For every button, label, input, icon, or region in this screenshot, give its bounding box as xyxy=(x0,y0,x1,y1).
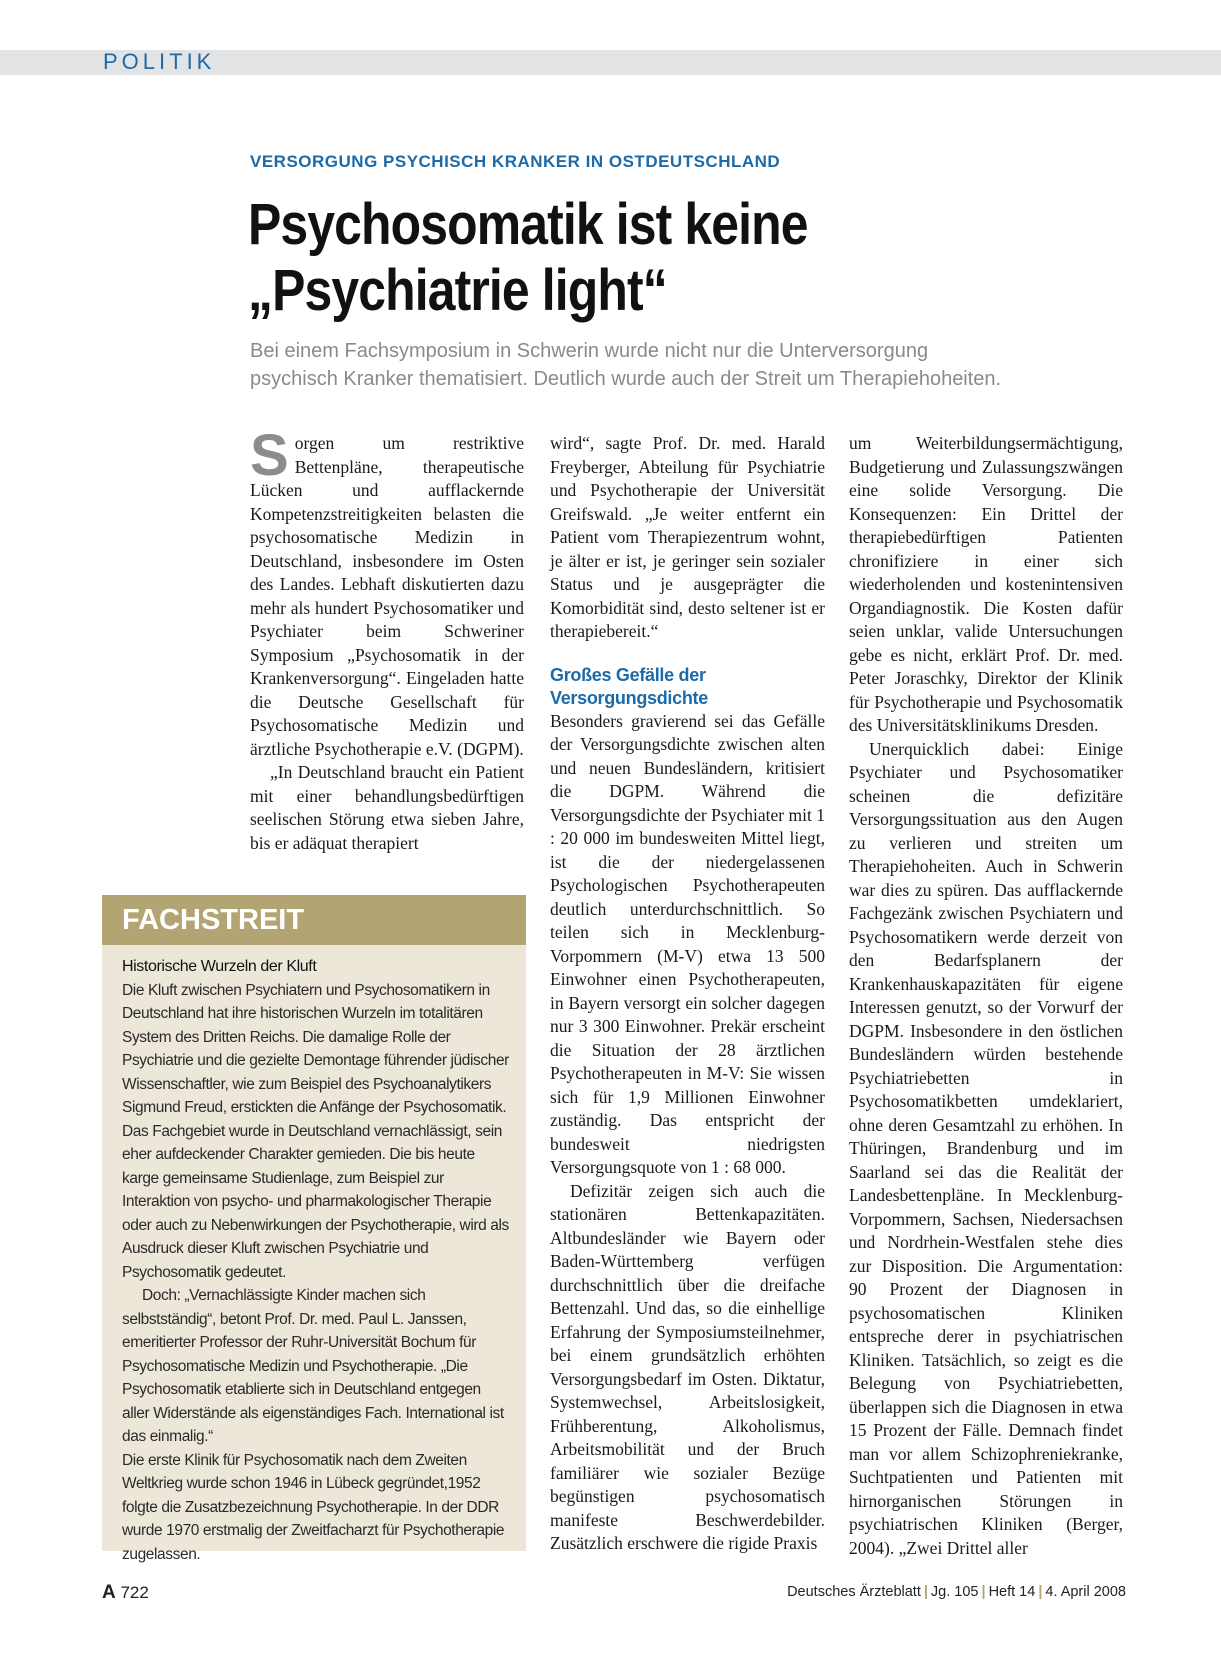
section-label: POLITIK xyxy=(103,49,216,74)
box-title: Historische Wurzeln der Kluft xyxy=(122,958,317,975)
deck-line-1: Bei einem Fachsymposium in Schwerin wurde nicht nur die Unterversorgung xyxy=(250,340,929,362)
separator: | xyxy=(1038,1584,1043,1600)
article-paragraph: wird“, sagte Prof. Dr. med. Harald Freyberger, Abteilung für Psychiatrie und Psychotherapie der Universität Greifswald. „Je weiter entfernt ein Patient vom Therapiezentrum wohnt, je älter er ist, je geringer sein sozialer Status und je ausgeprägter die Komorbidität sind, desto seltener ist er therapiebereit.“ xyxy=(550,433,825,641)
page-prefix: A xyxy=(102,1582,116,1603)
article-paragraph: „In Deutschland braucht ein Patient mit einer behandlungsbedürftigen seelischen Störung etwa sieben Jahre, bis er adäquat therapiert xyxy=(250,762,524,853)
subheading: Großes Gefälle der Versorgungsdichte xyxy=(550,664,708,708)
journal-name: Deutsches Ärzteblatt xyxy=(787,1584,921,1600)
article-paragraph: Unerquicklich dabei: Einige Psychiater und Psychosomatiker scheinen die defizitäre Versorgungssituation aus den Augen zu verlieren und streiten um Therapiehoheiten. Auch in Schwerin war dies zu spüren. Das aufflackernde Fachgezänk zwischen Psychiatern und Psychosomatikern werde derzeit von den Bedarfsplanern der Krankenhauskapazitäten für eigene Interessen genutzt, so der Vorwurf der DGPM. Insbesondere in den östlichen Bundesländern würden bestehende Psychiatriebetten in Psychosomatikbetten umdeklariert, ohne deren Gesamtzahl zu erhöhen. In Thüringen, Brandenburg und im Saarland sei das die Realität der Landesbettenpläne. In Mecklenburg-Vorpommern, Sachsen, Niedersachsen und Nordrhein-Westfalen stehe dies zur Disposition. Die Argumentation: 90 Prozent der Diagnosen in psychosomatischen Kliniken entspreche derer in psychiatrischen Kliniken. Tatsächlich, so zeigt es die Belegung von Psychiatriebetten, überlappen sich die Diagnosen in etwa 15 Prozent der Fälle. Demnach findet man vor allem Schizophreniekranke, Suchtpatienten und Patienten mit hirnorganischen Störungen in psychiatrischen Kliniken (Berger, 2004). „Zwei Drittel aller xyxy=(849,738,1123,1558)
article-column-3 xyxy=(849,432,1123,1560)
separator: | xyxy=(981,1584,986,1600)
kicker: VERSORGUNG PSYCHISCH KRANKER IN OSTDEUTSCHLAND xyxy=(250,152,781,171)
box-paragraph: Doch: „Vernachlässigte Kinder machen sich selbstständig“, betont Prof. Dr. med. Paul L. Janssen, emeritierter Professor der Ruhr-Universität Bochum für Psychosomatische Medizin und Psychotherapie. „Die Psychosomatik etablierte sich in Deutschland entgegen aller Widerstände als eigenständiges Fach. International ist das einmalig.“ xyxy=(122,1287,504,1445)
journal-info xyxy=(787,1584,1126,1600)
deck-line-2: psychisch Kranker thematisiert. Deutlich wurde auch der Streit um Therapiehoheiten. xyxy=(250,368,1002,390)
paragraph-text: orgen um restriktive Bettenpläne, therapeutische Lücken und aufflackernde Kompetenzstreitigkeiten belasten die psychosomatische Medizin in Deutschland, insbesondere im Osten des Landes. Lebhaft diskutierten dazu mehr als hundert Psychosomatiker und Psychiater beim Schweriner Symposium „Psychosomatik in der Krankenversorgung“. Eingeladen hatte die Deutsche Gesellschaft für Psychosomatische Medizin und ärztliche Psychotherapie e.V. (DGPM). xyxy=(250,433,524,759)
box-paragraph: Die Kluft zwischen Psychiatern und Psychosomatikern in Deutschland hat ihre historischen Wurzeln im totalitären System des Dritten Reichs. Die damalige Rolle der Psychiatrie und die gezielte Demontage führender jüdischer Wissenschaftler, wie zum Beispiel des Psychoanalytikers Sigmund Freud, erstickten die Anfänge der Psychosomatik. Das Fachgebiet wurde in Deutschland vernachlässigt, sein eher aufdeckender Charakter gemieden. Die bis heute karge gemeinsame Studienlage, zum Beispiel zur Interaktion von psycho- und pharmakologischer Therapie oder auch zu Nebenwirkungen der Psychotherapie, wird als Ausdruck dieser Kluft zwischen Psychiatrie und Psychosomatik gedeutet. xyxy=(122,981,509,1281)
separator: | xyxy=(923,1584,928,1600)
journal-volume: Jg. 105 xyxy=(930,1584,979,1600)
article-column-1 xyxy=(250,423,524,855)
box-paragraph: Die erste Klinik für Psychosomatik nach dem Zweiten Weltkrieg wurde schon 1946 in Lübeck gegründet,1952 folgte die Zusatzbezeichnung Psychotherapie. In der DDR wurde 1970 erstmalig der Zweitfacharzt für Psychotherapie zugelassen. xyxy=(122,1451,505,1563)
sidebar-box xyxy=(102,895,526,1563)
journal-issue: Heft 14 xyxy=(988,1584,1036,1600)
article-paragraph: Defizitär zeigen sich auch die stationären Bettenkapazitäten. Altbundesländer wie Bayern oder Baden-Württemberg verfügen durchschnittlich über die dreifache Bettenzahl. Und das, so die einhellige Erfahrung der Symposiumsteilnehmer, bei einem grundsätzlich erhöhten Versorgungsbedarf im Osten. Diktatur, Systemwechsel, Arbeitslosigkeit, Frühberentung, Alkoholismus, Arbeitsmobilität und der Bruch familiärer wie sozialer Bezüge begünstigen psychosomatisch manifeste Beschwerdebilder. Zusätzlich erschwere die rigide Praxis xyxy=(550,1180,825,1553)
drop-cap: S xyxy=(250,423,289,488)
page-number-value: 722 xyxy=(120,1583,149,1602)
journal-date: 4. April 2008 xyxy=(1045,1584,1126,1600)
box-header: FACHSTREIT xyxy=(102,895,526,945)
deck xyxy=(250,337,1130,393)
headline-line-1: Psychosomatik ist keine xyxy=(248,192,808,257)
headline xyxy=(248,192,1022,324)
page-number xyxy=(102,1582,149,1604)
headline-line-2: „Psychiatrie light“ xyxy=(248,258,667,323)
article-column-2 xyxy=(550,432,825,1556)
article-paragraph xyxy=(250,423,524,761)
box-body xyxy=(102,945,526,1566)
article-paragraph: um Weiterbildungsermächtigung, Budgetierung und Zulassungszwängen eine solide Versorgung. Die Konsequenzen: Ein Drittel der therapiebedürftigen Patienten chronifiziere in einer sich wiederholenden und kostenintensiven Organdiagnostik. Die Kosten dafür seien unklar, valide Untersuchungen gebe es nicht, erklärt Prof. Dr. med. Peter Joraschky, Direktor der Klinik für Psychotherapie und Psychosomatik des Universitätsklinikums Dresden. xyxy=(849,433,1123,735)
article-paragraph: Besonders gravierend sei das Gefälle der Versorgungsdichte zwischen alten und neuen Bundesländern, kritisiert die DGPM. Während die Versorgungsdichte der Psychiater mit 1 : 20 000 im bundesweiten Mittel liegt, ist die der niedergelassenen Psychologischen Psychotherapeuten deutlich unterdurchschnittlich. So teilen sich in Mecklenburg-Vorpommern (M-V) etwa 13 500 Einwohner einen Psychotherapeuten, in Bayern versorgt ein solcher dagegen nur 3 300 Einwohner. Prekär erscheint die Situation der 28 ärztlichen Psychotherapeuten in M-V: Sie wissen sich für 1,9 Millionen Einwohner zuständig. Das entspricht der bundesweit niedrigsten Versorgungsquote von 1 : 68 000. xyxy=(550,710,825,1177)
